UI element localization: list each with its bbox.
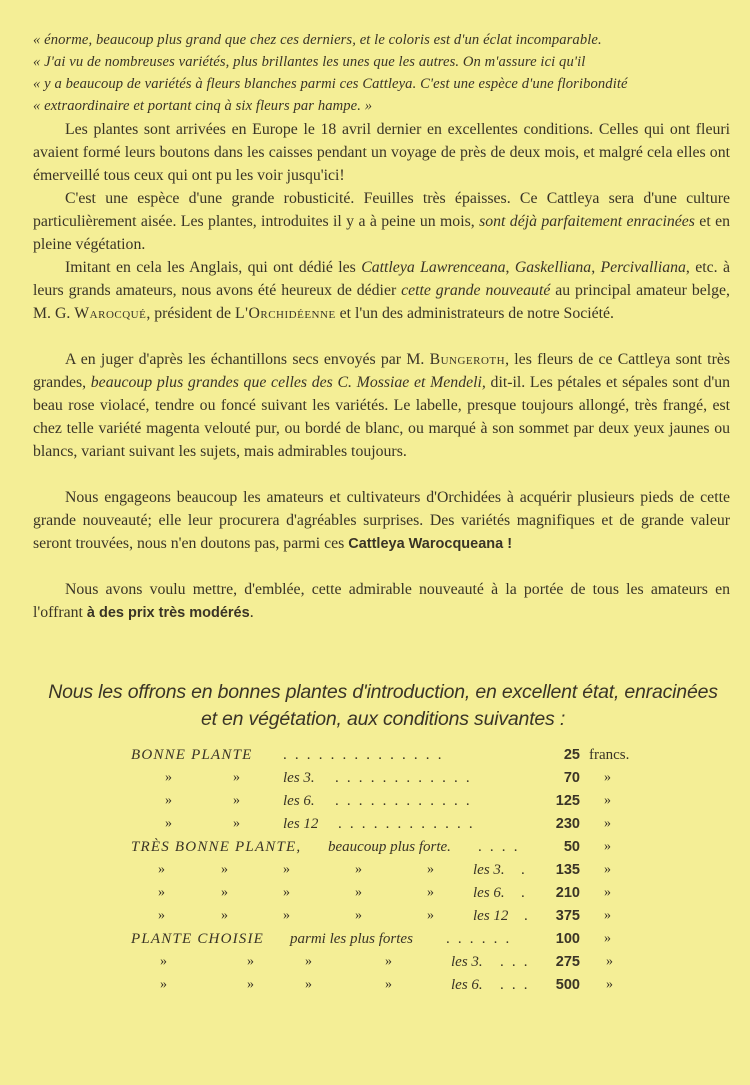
price-row <box>0 744 750 766</box>
leader-dots: . . . . . . . . . . . . <box>338 816 475 832</box>
price-value: 500 <box>555 977 580 993</box>
price-value: 135 <box>555 862 580 878</box>
price-qualifier: beaucoup plus forte. <box>328 839 451 855</box>
paragraph-description <box>33 348 730 463</box>
ditto-mark: » <box>233 793 240 808</box>
leader-dots: . . . . . . . . . . . . <box>335 770 472 786</box>
paragraph-text: au principal amateur belge, M. G. <box>33 282 730 322</box>
quantity-label: les 3. <box>473 862 505 878</box>
ditto-mark: » <box>385 954 392 969</box>
paragraph-offer <box>33 578 730 625</box>
leader-dots: . . . . <box>478 839 520 855</box>
ditto-mark: » <box>604 770 611 785</box>
quantity-label: les 12 <box>283 816 319 832</box>
price-row <box>0 813 750 835</box>
price-row <box>0 951 750 973</box>
ditto-mark: » <box>427 885 434 900</box>
quote-line: « y a beaucoup de variétés à fleurs blanches parmi ces Cattleya. C'est une espèce d'une floribondité <box>33 76 628 92</box>
quantity-label: les 3. <box>283 770 315 786</box>
price-row <box>0 882 750 904</box>
paragraph-text: Imitant en cela les Anglais, qui ont dédié les <box>65 259 362 276</box>
price-label: TRÈS BONNE PLANTE, <box>131 839 302 855</box>
offer-heading: et en végétation, aux conditions suivantes : <box>200 708 566 730</box>
leader-dots: . . . <box>500 977 530 993</box>
price-row <box>0 905 750 927</box>
quantity-label: les 6. <box>451 977 483 993</box>
ditto-mark: » <box>604 839 611 854</box>
price-row <box>0 928 750 950</box>
ditto-mark: » <box>355 885 362 900</box>
ditto-mark: » <box>165 816 172 831</box>
ditto-mark: » <box>160 977 167 992</box>
quote-line: « extraordinaire et portant cinq à six fleurs par hampe. » <box>33 98 373 114</box>
person-name: Warocqué <box>74 305 147 322</box>
paragraph-text: , etc. à leurs grands amateurs, nous avons été heureux de dédier <box>33 259 730 299</box>
paragraph-text: , <box>505 259 515 276</box>
price-row <box>0 790 750 812</box>
quantity-label: les 12 <box>473 908 509 924</box>
paragraph-text: C'est une espèce d'une grande robusticité. Feuilles très épaisses. Ce Cattleya sera d'une culture particulièrement aisée. Les plantes, introduites il y a à peine un mois, <box>33 190 730 230</box>
ditto-mark: » <box>355 908 362 923</box>
ditto-mark: » <box>158 885 165 900</box>
price-label: BONNE PLANTE <box>131 747 253 763</box>
leader-dots: . . . . . . . . . . . . <box>335 793 472 809</box>
ditto-mark: » <box>385 977 392 992</box>
quantity-label: les 6. <box>473 885 505 901</box>
price-value: 100 <box>555 931 580 947</box>
ditto-mark: » <box>165 793 172 808</box>
paragraph-recommendation <box>33 486 730 556</box>
leader-dots: . . . . . . . . . . . . . . <box>283 747 444 763</box>
ditto-mark: » <box>604 931 611 946</box>
price-value: 230 <box>555 816 580 832</box>
price-unit: francs. <box>589 747 630 763</box>
ditto-mark: » <box>604 862 611 877</box>
ditto-mark: » <box>305 954 312 969</box>
ditto-mark: » <box>283 862 290 877</box>
species-name: Cattleya Lawrenceana <box>361 259 506 276</box>
paragraph-text: Nous engageons beaucoup les amateurs et cultivateurs d'Orchidées à acquérir plusieurs pieds de cette grande nouveauté; elle leur procurera d'agréables surprises. Des variétés magnifiques et de grande valeur seront trouvées, nous n'en doutons pas, parmi ces <box>33 489 730 552</box>
ditto-mark: » <box>604 908 611 923</box>
ditto-mark: » <box>606 954 613 969</box>
emphasis: cette grande nouveauté <box>401 282 551 299</box>
ditto-mark: » <box>305 977 312 992</box>
offer-heading: Nous les offrons en bonnes plantes d'introduction, en excellent état, enracinées <box>48 681 718 703</box>
quote-line: « J'ai vu de nombreuses variétés, plus brillantes les unes que les autres. On m'assure ici qu'il <box>33 54 586 70</box>
ditto-mark: » <box>604 816 611 831</box>
ditto-mark: » <box>221 908 228 923</box>
price-value: 375 <box>555 908 580 924</box>
ditto-mark: » <box>283 885 290 900</box>
species-name: Gaskelliana <box>514 259 592 276</box>
ditto-mark: » <box>604 885 611 900</box>
paragraph-text: Nous avons voulu mettre, d'emblée, cette admirable nouveauté à la portée de tous les amateurs en l'offrant <box>33 581 730 621</box>
ditto-mark: » <box>158 862 165 877</box>
emphasis: sont déjà parfaitement enracinées <box>479 213 695 230</box>
society-name: L'Orchidéenne <box>234 305 336 322</box>
paragraph-text: , <box>591 259 601 276</box>
paragraph-text: , président de <box>146 305 235 322</box>
price-value: 50 <box>563 839 580 855</box>
quantity-label: les 3. <box>451 954 483 970</box>
leader-dots: . <box>521 885 527 901</box>
paragraph-text: . <box>249 604 254 621</box>
leader-dots: . . . <box>500 954 530 970</box>
price-row <box>0 836 750 858</box>
ditto-mark: » <box>233 770 240 785</box>
paragraph-text: Les plantes sont arrivées en Europe le 18 avril dernier en excellentes conditions. Celles qui ont fleuri avaient formé leurs boutons dans les caisses pendant un voyage de près de deux mois, et malgré cela elles ont émerveillé tous ceux qui ont pu les voir jusqu'ici! <box>33 121 730 184</box>
paragraph-arrival <box>33 118 730 187</box>
ditto-mark: » <box>247 977 254 992</box>
ditto-mark: » <box>427 862 434 877</box>
paragraph-text: , les fleurs de ce Cattleya sont très grandes, <box>33 351 730 391</box>
ditto-mark: » <box>233 816 240 831</box>
paragraph-text: dit-il. Les pétales et sépales sont d'un beau rose violacé, tendre ou foncé suivant les variétés. Le labelle, presque toujours allongé, très frangé, est chez telle variété magenta velouté pur, ou bordé de blanc, ou marqué à son sommet par deux yeux jaunes ou blancs, variant suivant les sujets, mais admirables toujours. <box>33 374 730 460</box>
paragraph-text: et en pleine végétation. <box>33 213 730 253</box>
paragraph-text: et l'un des administrateurs de notre Société. <box>335 305 615 322</box>
ditto-mark: » <box>283 908 290 923</box>
person-name: Bungeroth <box>429 351 506 368</box>
emphasis-prices: à des prix très modérés <box>86 605 250 621</box>
price-row <box>0 859 750 881</box>
price-label: PLANTE CHOISIE <box>131 931 265 947</box>
price-row <box>0 767 750 789</box>
price-value: 25 <box>563 747 580 763</box>
ditto-mark: » <box>604 793 611 808</box>
paragraph-dedication <box>33 256 730 325</box>
leader-dots: . <box>521 862 527 878</box>
emphasis: beaucoup plus grandes que celles des C. Mossiae et Mendeli, <box>90 374 486 391</box>
paragraph-text: A en juger d'après les échantillons secs envoyés par M. <box>65 351 430 368</box>
ditto-mark: » <box>355 862 362 877</box>
price-qualifier: parmi les plus fortes <box>290 931 413 947</box>
price-value: 210 <box>555 885 580 901</box>
ditto-mark: » <box>158 908 165 923</box>
price-row <box>0 974 750 996</box>
quote-line: « énorme, beaucoup plus grand que chez ces derniers, et le coloris est d'un éclat incomparable. <box>33 32 602 48</box>
ditto-mark: » <box>606 977 613 992</box>
quantity-label: les 6. <box>283 793 315 809</box>
price-value: 70 <box>563 770 580 786</box>
ditto-mark: » <box>427 908 434 923</box>
leader-dots: . <box>524 908 530 924</box>
product-name: Cattleya Warocqueana ! <box>348 536 513 552</box>
leader-dots: . . . . . . <box>446 931 512 947</box>
ditto-mark: » <box>247 954 254 969</box>
price-value: 275 <box>555 954 580 970</box>
ditto-mark: » <box>165 770 172 785</box>
ditto-mark: » <box>221 885 228 900</box>
paragraph-robustness <box>33 187 730 256</box>
ditto-mark: » <box>221 862 228 877</box>
price-value: 125 <box>555 793 580 809</box>
species-name: Percivalliana <box>600 259 686 276</box>
ditto-mark: » <box>160 954 167 969</box>
